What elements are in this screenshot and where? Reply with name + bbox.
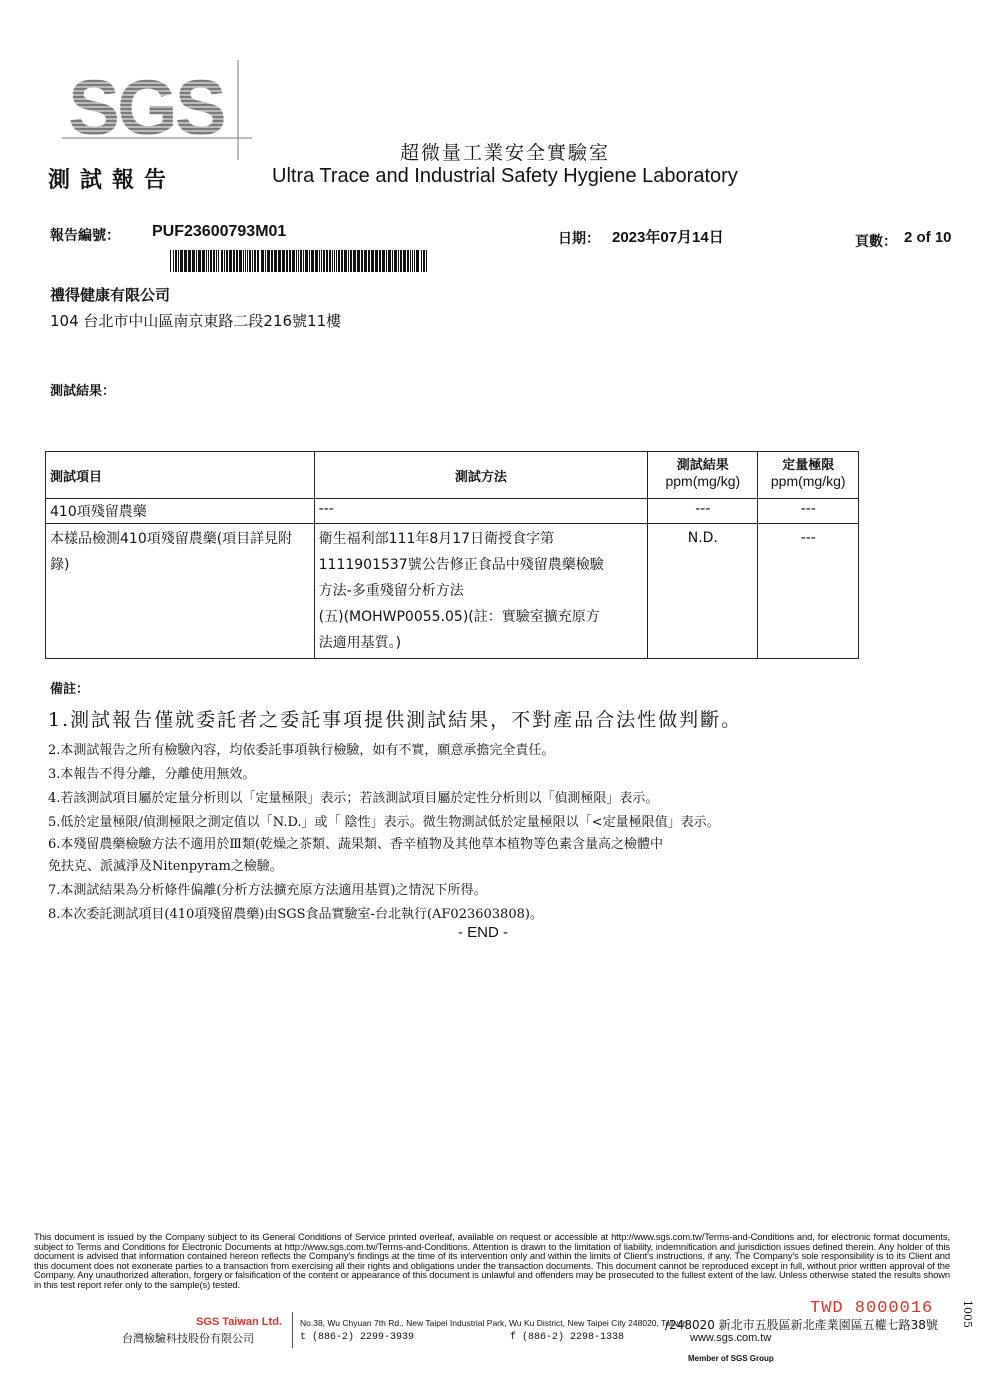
barcode-bar	[184, 250, 187, 272]
serial-number: TWD 8000016	[810, 1299, 934, 1318]
barcode-bar	[198, 250, 201, 272]
row-item: 本樣品檢測410項殘留農藥(項目詳見附錄)	[46, 524, 315, 659]
note-item: 2.本測試報告之所有檢驗內容，均依委託事項執行檢驗，如有不實，願意承擔完全責任。	[48, 743, 555, 758]
barcode-bar	[303, 250, 304, 272]
table-row	[46, 524, 859, 659]
method-line: (五)(MOHWP0055.05)(註：實驗室擴充原方	[318, 609, 600, 625]
barcode-bar	[392, 250, 393, 272]
barcode-bar	[344, 250, 347, 272]
barcode-bar	[261, 250, 264, 272]
barcode-bar	[407, 250, 409, 272]
barcode-bar	[229, 250, 232, 272]
barcode-bar	[426, 250, 427, 272]
svg-text:SGS: SGS	[68, 63, 224, 151]
barcode-bar	[265, 250, 266, 272]
sgs-logo	[62, 60, 252, 160]
company-name-chinese: 台灣檢驗科技股份有限公司	[122, 1332, 254, 1345]
page-number: 2 of 10	[904, 229, 952, 246]
barcode-bar	[210, 250, 212, 272]
barcode-bar	[348, 250, 349, 272]
barcode-bar	[173, 250, 174, 272]
client-name: 禮得健康有限公司	[50, 286, 171, 304]
barcode-bar	[175, 250, 177, 272]
barcode-bar	[202, 250, 205, 272]
lab-name-english: Ultra Trace and Industrial Safety Hygiene Laboratory	[272, 165, 738, 187]
barcode-bar	[412, 250, 413, 272]
barcode-bar	[216, 250, 217, 272]
disclaimer-text: This document is issued by the Company subject to its General Conditions of Service printed overleaf, available on request or accessible at http://www.sgs.com.tw/Terms-and-Conditions and, for electronic format documents, subject to Terms and Conditions for Electronic Documents at http://www.sgs.com.tw/Terms-and-Conditions. Attention is drawn to the limitation of liability, indemnification and jurisdiction issues defined therein. Any holder of this document is advised that information contained hereon reflects the Company's findings at the time of its intervention only and within the limits of Client's instructions, if any. The Company's sole responsibility is to its Client and this document does not exonerate parties to a transaction from exercising all their rights and obligations under the transaction documents. This document cannot be reproduced except in full, without prior written approval of the Company. Any unauthorized alteration, forgery or falsification of the content or appearance of this document is unlawful and offenders may be prosecuted to the fullest extent of the law. Unless otherwise stated the results shown in this test report refer only to the sample(s) tested.	[34, 1231, 950, 1290]
address-english: No.38, Wu Chyuan 7th Rd., New Taipei Industrial Park, Wu Ku District, New Taipei City 248020, Taiwan	[300, 1318, 688, 1328]
barcode-bar	[192, 250, 195, 272]
note-item: 8.本次委託測試項目(410項殘留農藥)由SGS食品實驗室-台北執行(AF023603808)。	[48, 907, 543, 922]
barcode-bar	[394, 250, 397, 272]
barcode-bar	[350, 250, 352, 272]
telephone: t (886-2) 2299-3939	[300, 1332, 415, 1343]
footer-divider	[292, 1312, 293, 1348]
barcode-bar	[213, 250, 215, 272]
fax: f (886-2) 2298-1338	[510, 1332, 625, 1343]
report-number: PUF23600793M01	[152, 223, 287, 240]
barcode-bar	[188, 250, 191, 272]
barcode-bar	[305, 250, 308, 272]
barcode-bar	[364, 250, 367, 272]
barcode-bar	[410, 250, 411, 272]
barcode-bar	[403, 250, 406, 272]
barcode-bar	[233, 250, 235, 272]
row-item: 410項殘留農藥	[46, 499, 315, 524]
row-method: ---	[314, 499, 648, 524]
page-label: 頁數：	[855, 234, 897, 250]
barcode-bar	[414, 250, 415, 272]
note-item: 3.本報告不得分離，分離使用無效。	[48, 767, 256, 782]
barcode-bar	[289, 250, 291, 272]
row-result: ---	[648, 499, 758, 524]
barcode-bar	[421, 250, 422, 272]
method-line: 1111901537號公告修正食品中殘留農藥檢驗	[318, 557, 604, 573]
barcode-bar	[332, 250, 333, 272]
barcode-bar	[206, 250, 207, 272]
barcode-bar	[338, 250, 340, 272]
barcode-bar	[245, 250, 246, 272]
barcode-bar	[321, 250, 322, 272]
member-note: Member of SGS Group	[688, 1354, 774, 1363]
note-item: 6.本殘留農藥檢驗方法不適用於Ⅲ類(乾燥之茶類、蔬果類、香辛植物及其他草本植物等色素含量高之檢體中	[48, 837, 664, 852]
barcode-bar	[221, 250, 223, 272]
client-address: 104 台北市中山區南京東路二段216號11樓	[50, 312, 342, 330]
col-header-limit	[758, 452, 859, 499]
date-label: 日期：	[558, 231, 600, 247]
barcode-bar	[375, 250, 378, 272]
method-line: 衛生福利部111年8月17日衛授食字第	[318, 531, 555, 547]
note-item: 7.本測試結果為分析條件偏離(分析方法擴充原方法適用基質)之情況下所得。	[48, 883, 487, 898]
row-result: N.D.	[648, 524, 758, 659]
barcode-bar	[315, 250, 318, 272]
barcode-bar	[252, 250, 253, 272]
limit-header-label: 定量極限	[782, 458, 835, 473]
barcode-bar	[292, 250, 295, 272]
results-table	[45, 451, 859, 659]
barcode-bar	[296, 250, 297, 272]
barcode-bar	[353, 250, 356, 272]
barcode-bar	[309, 250, 310, 272]
barcode-bar	[236, 250, 238, 272]
barcode-bar	[224, 250, 225, 272]
barcode-bar	[196, 250, 197, 272]
barcode-bar	[416, 250, 419, 272]
barcode-bar	[379, 250, 381, 272]
result-header-label: 測試結果	[676, 458, 729, 473]
end-marker: - END -	[458, 924, 508, 941]
barcode-bar	[341, 250, 343, 272]
barcode-bar	[271, 250, 273, 272]
barcode-bar	[239, 250, 242, 272]
barcode-bar	[218, 250, 219, 272]
report-number-label: 報告編號：	[50, 228, 120, 244]
barcode-bar	[361, 250, 363, 272]
table-row	[46, 499, 859, 524]
barcode-bar	[254, 250, 256, 272]
row-method	[314, 524, 648, 659]
barcode-bar	[180, 250, 183, 272]
note-item: 4.若該測試項目屬於定量分析則以「定量極限」表示；若該測試項目屬於定性分析則以「偵測極限」表示。	[48, 791, 659, 806]
col-header-method: 測試方法	[314, 452, 648, 499]
barcode-bar	[334, 250, 335, 272]
barcode-bar	[386, 250, 387, 272]
barcode-bar	[178, 250, 179, 272]
barcode-bar	[326, 250, 328, 272]
barcode-bar	[274, 250, 277, 272]
barcode-bar	[382, 250, 385, 272]
note-item: 5.低於定量極限/偵測極限之測定值以「N.D.」或「 陰性」表示。微生物測試低於定量極限以「<定量極限值」表示。	[48, 815, 720, 830]
report-date: 2023年07月14日	[612, 229, 724, 246]
col-header-result	[648, 452, 758, 499]
barcode-bar	[336, 250, 337, 272]
result-unit: ppm(mg/kg)	[665, 473, 741, 489]
barcode-bar	[278, 250, 281, 272]
barcode-bar	[170, 250, 171, 272]
barcode-bar	[368, 250, 370, 272]
company-name-english: SGS Taiwan Ltd.	[196, 1316, 282, 1328]
barcode-bar	[243, 250, 244, 272]
barcode-bar	[388, 250, 391, 272]
barcode-bar	[298, 250, 299, 272]
table-header-row	[46, 452, 859, 499]
barcode-bar	[323, 250, 325, 272]
barcode-bar	[300, 250, 302, 272]
barcode-bar	[282, 250, 285, 272]
barcode-bar	[371, 250, 374, 272]
notes-heading: 備註：	[50, 682, 90, 697]
address-chinese: /248020 新北市五股區新北產業園區五權七路38號	[665, 1318, 938, 1332]
barcode-bar	[267, 250, 270, 272]
report-title: 測試報告	[48, 168, 177, 193]
lab-name-chinese: 超微量工業安全實驗室	[400, 142, 611, 164]
barcode-bar	[286, 250, 288, 272]
row-limit: ---	[758, 524, 859, 659]
barcode	[170, 250, 430, 272]
col-header-item: 測試項目	[46, 452, 315, 499]
barcode-bar	[357, 250, 360, 272]
barcode-bar	[400, 250, 402, 272]
note-item: 1.測試報告僅就委託者之委託事項提供測試結果，不對產品合法性做判斷。	[48, 709, 743, 731]
barcode-bar	[257, 250, 259, 272]
barcode-bar	[423, 250, 425, 272]
barcode-bar	[398, 250, 399, 272]
barcode-bar	[329, 250, 331, 272]
limit-unit: ppm(mg/kg)	[770, 473, 846, 489]
method-line: 法適用基質。)	[318, 635, 402, 651]
barcode-bar	[311, 250, 314, 272]
results-heading: 測試結果：	[50, 384, 116, 399]
side-number: 1005	[961, 1300, 974, 1328]
barcode-bar	[247, 250, 248, 272]
method-line: 方法-多重殘留分析方法	[318, 583, 464, 599]
barcode-bar	[319, 250, 320, 272]
row-limit: ---	[758, 499, 859, 524]
barcode-bar	[249, 250, 251, 272]
website: www.sgs.com.tw	[690, 1332, 772, 1344]
barcode-bar	[226, 250, 228, 272]
note-item: 免扶克、派滅淨及Nitenpyram之檢驗。	[48, 859, 283, 874]
barcode-bar	[208, 250, 209, 272]
